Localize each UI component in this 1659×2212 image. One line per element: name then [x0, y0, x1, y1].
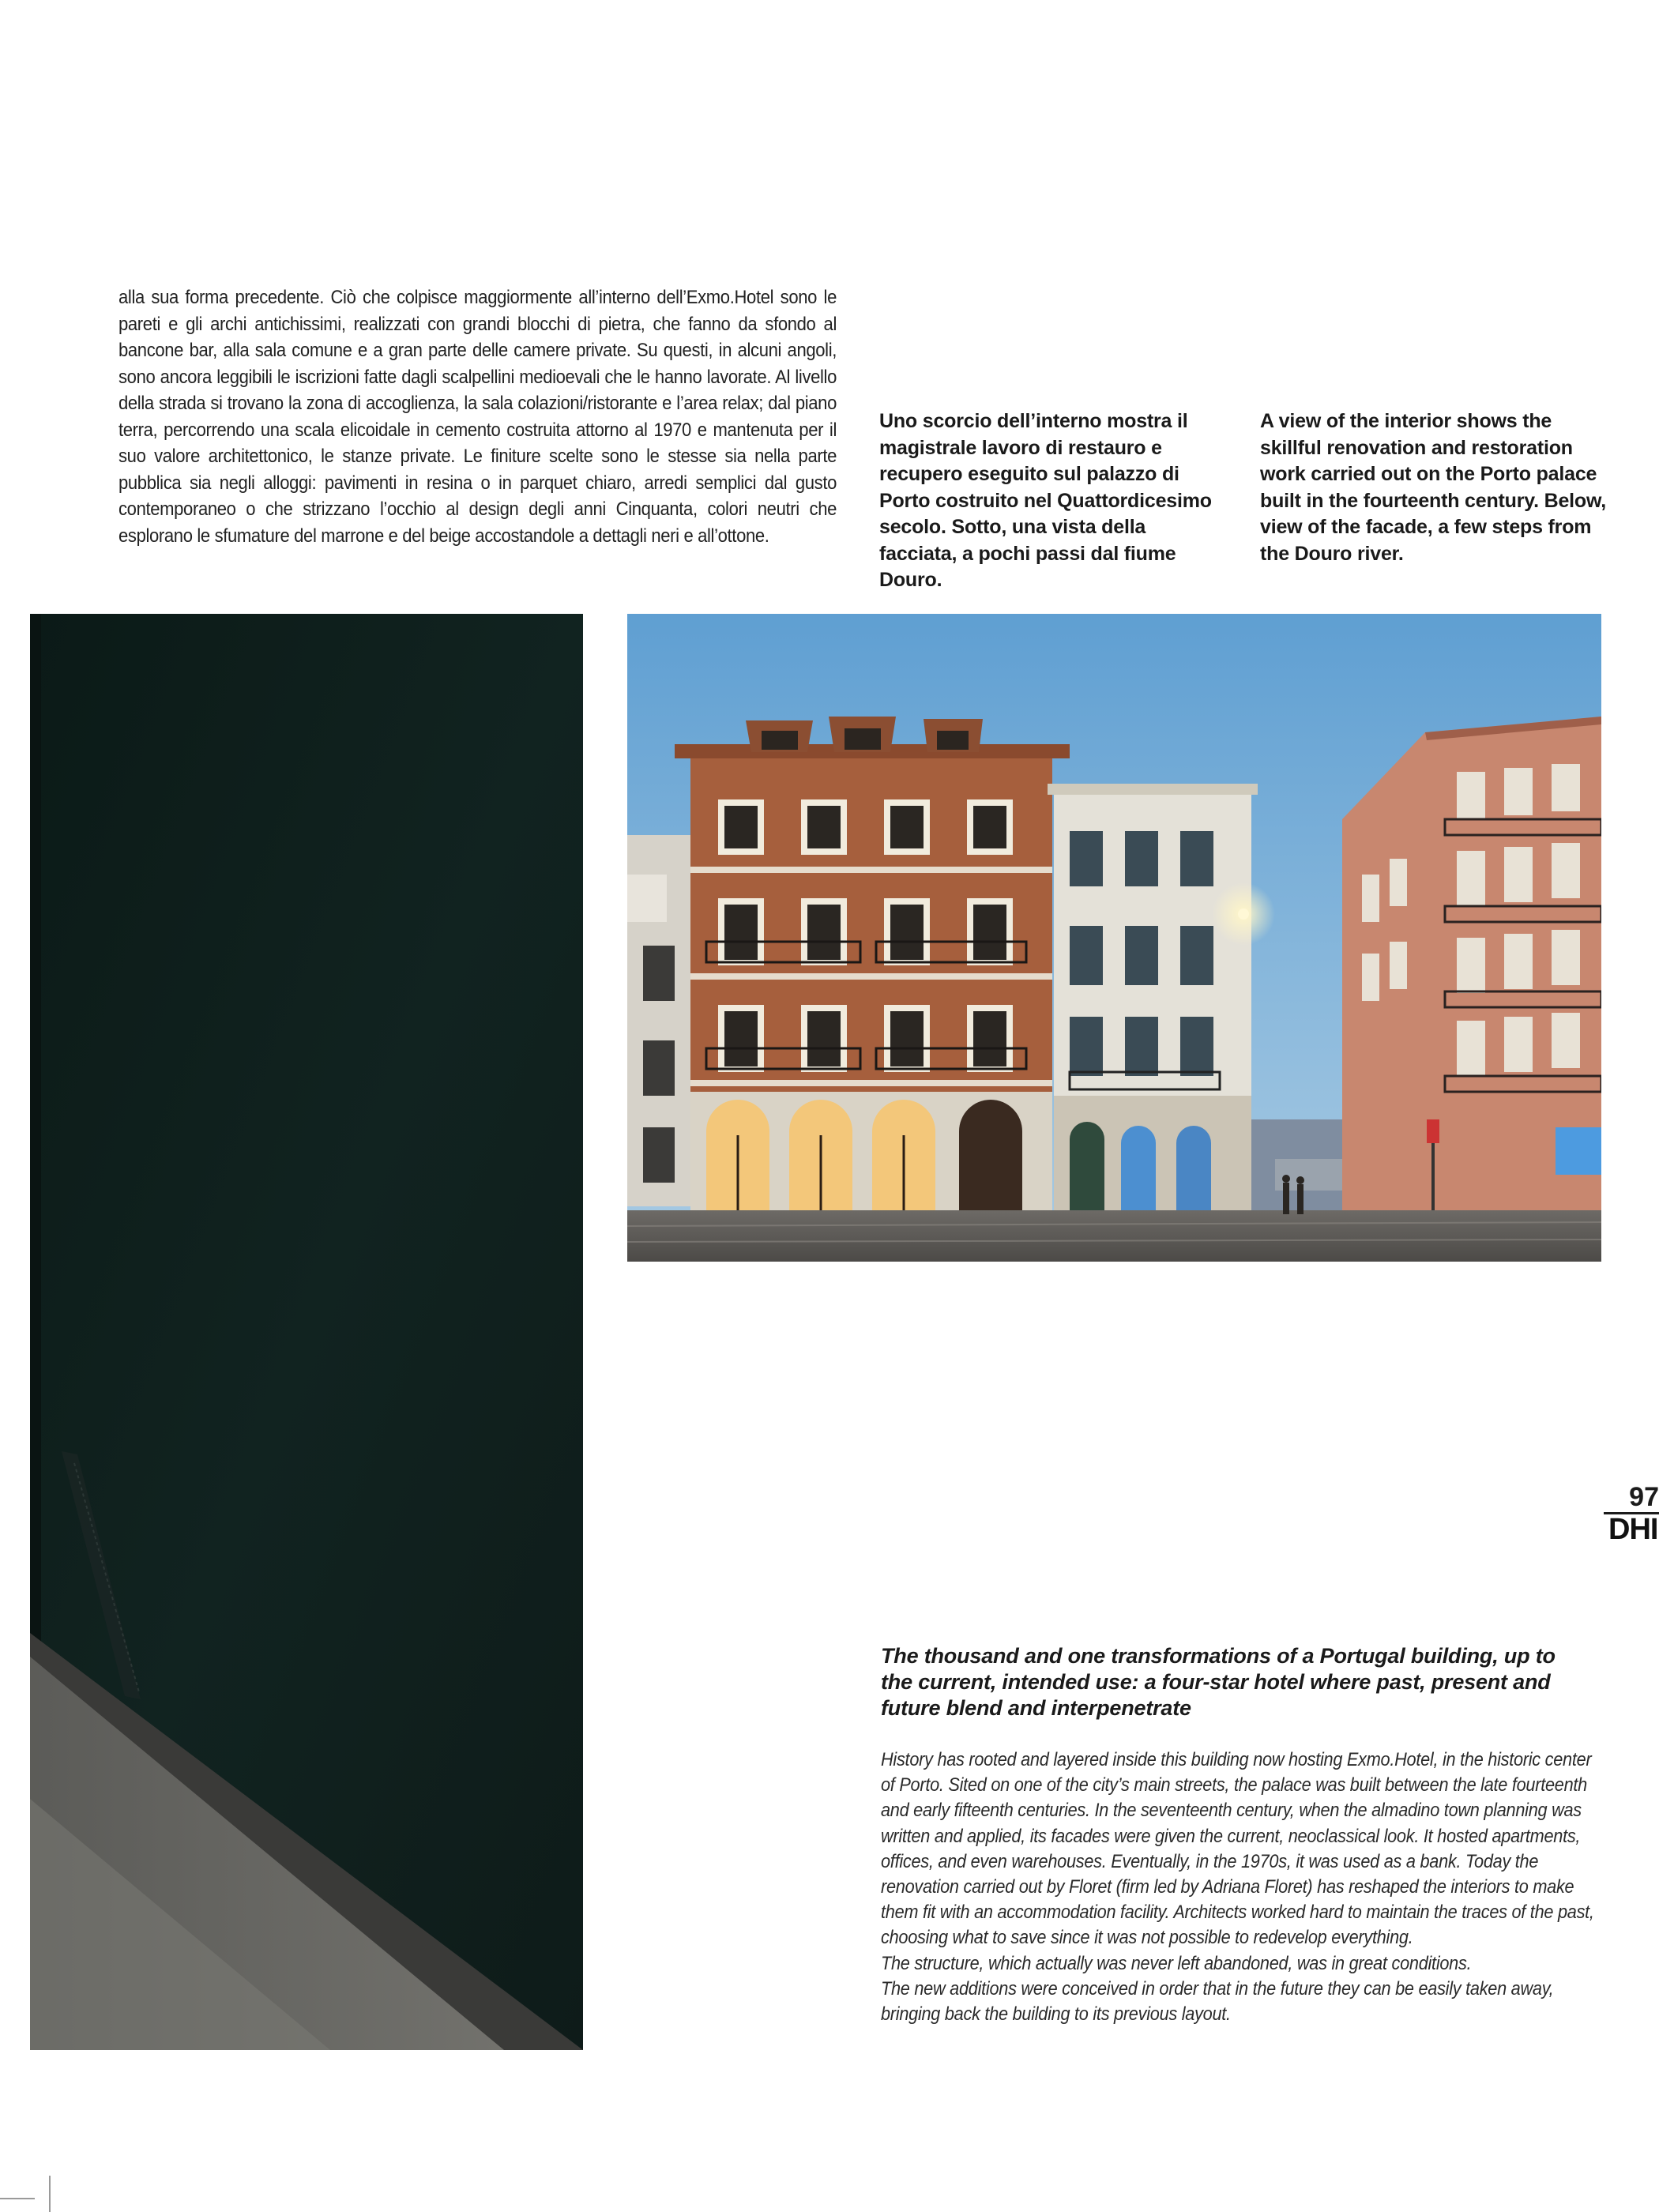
photo-caption-italian: Uno scorcio dell’interno mostra il magistrale lavoro di restauro e recupero eseguito sul palazzo di Porto costruito nel Quattordicesimo secolo. Sotto, una vista della facciata, a pochi passi dal fiume Douro. [879, 410, 1212, 591]
crop-mark-horizontal [0, 2198, 35, 2199]
interior-photo-image [30, 614, 583, 2050]
intro-paragraph [118, 284, 837, 549]
article-paragraph: The structure, which actually was never left abandoned, was in great conditions. [881, 1952, 1472, 1974]
intro-text: alla sua forma precedente. Ciò che colpisce maggiormente all’interno dell’Exmo.Hotel sono le pareti e gli archi antichissimi, realizzati con grandi blocchi di pietra, che fanno da sfondo al bancone bar, alla sala comune e a gran parte delle camere private. Su questi, in alcuni angoli, sono ancora leggibili le iscrizioni fatte dagli scalpellini medioevali che le hanno lavorate. Al livello della strada si trovano la zona di accoglienza, la sala colazioni/ristorante e l’area relax; dal piano terra, percorrendo una scala elicoidale in cemento costruita attorno al 1970 e mantenuta per il suo valore architettonico, le stanze private. Le finiture scelte sono le stesse sia nella parte pubblica sia negli alloggi: pavimenti in resina o in parquet chiaro, arredi semplici dal gusto contemporaneo o che strizzano l’occhio al design degli anni Cinquanta, colori neutri che esplorano le sfumature del marrone e del beige accostandole a dettagli neri e all’ottone. [118, 287, 837, 547]
facade-photo-image [627, 614, 1601, 1262]
article-headline: The thousand and one transformations of a Portugal building, up to the current, intended use: a four-star hotel where past, present and future blend and interpenetrate [881, 1644, 1556, 1720]
article-body [881, 1747, 1596, 2027]
page-number: 97 [1629, 1482, 1659, 1512]
interior-photo [30, 614, 583, 2050]
magazine-logo: DHI [1608, 1514, 1658, 1545]
crop-mark-vertical [49, 2176, 51, 2212]
article-paragraph: The new additions were conceived in order that in the future they can be easily taken away, bringing back the building to its previous layout. [881, 1977, 1554, 2026]
facade-photo [627, 614, 1601, 1262]
article-paragraph: History has rooted and layered inside this building now hosting Exmo.Hotel, in the historic center of Porto. Sited on one of the city’s main streets, the palace was built between the late fourteenth and early fifteenth centuries. In the seventeenth century, when the almadino town planning was written and applied, its facades were given the current, neoclassical look. It hosted apartments, offices, and even warehouses. Eventually, in the 1970s, it was used as a bank. Today the renovation carried out by Floret (firm led by Adriana Floret) has reshaped the interiors to make them fit with an accommodation facility. Architects worked hard to maintain the traces of the past, choosing what to save since it was not possible to redevelop everything. [881, 1749, 1594, 1949]
photo-caption-english: A view of the interior shows the skillful renovation and restoration work carried out on the Porto palace built in the fourteenth century. Below, view of the facade, a few steps from the Douro river. [1260, 410, 1607, 565]
